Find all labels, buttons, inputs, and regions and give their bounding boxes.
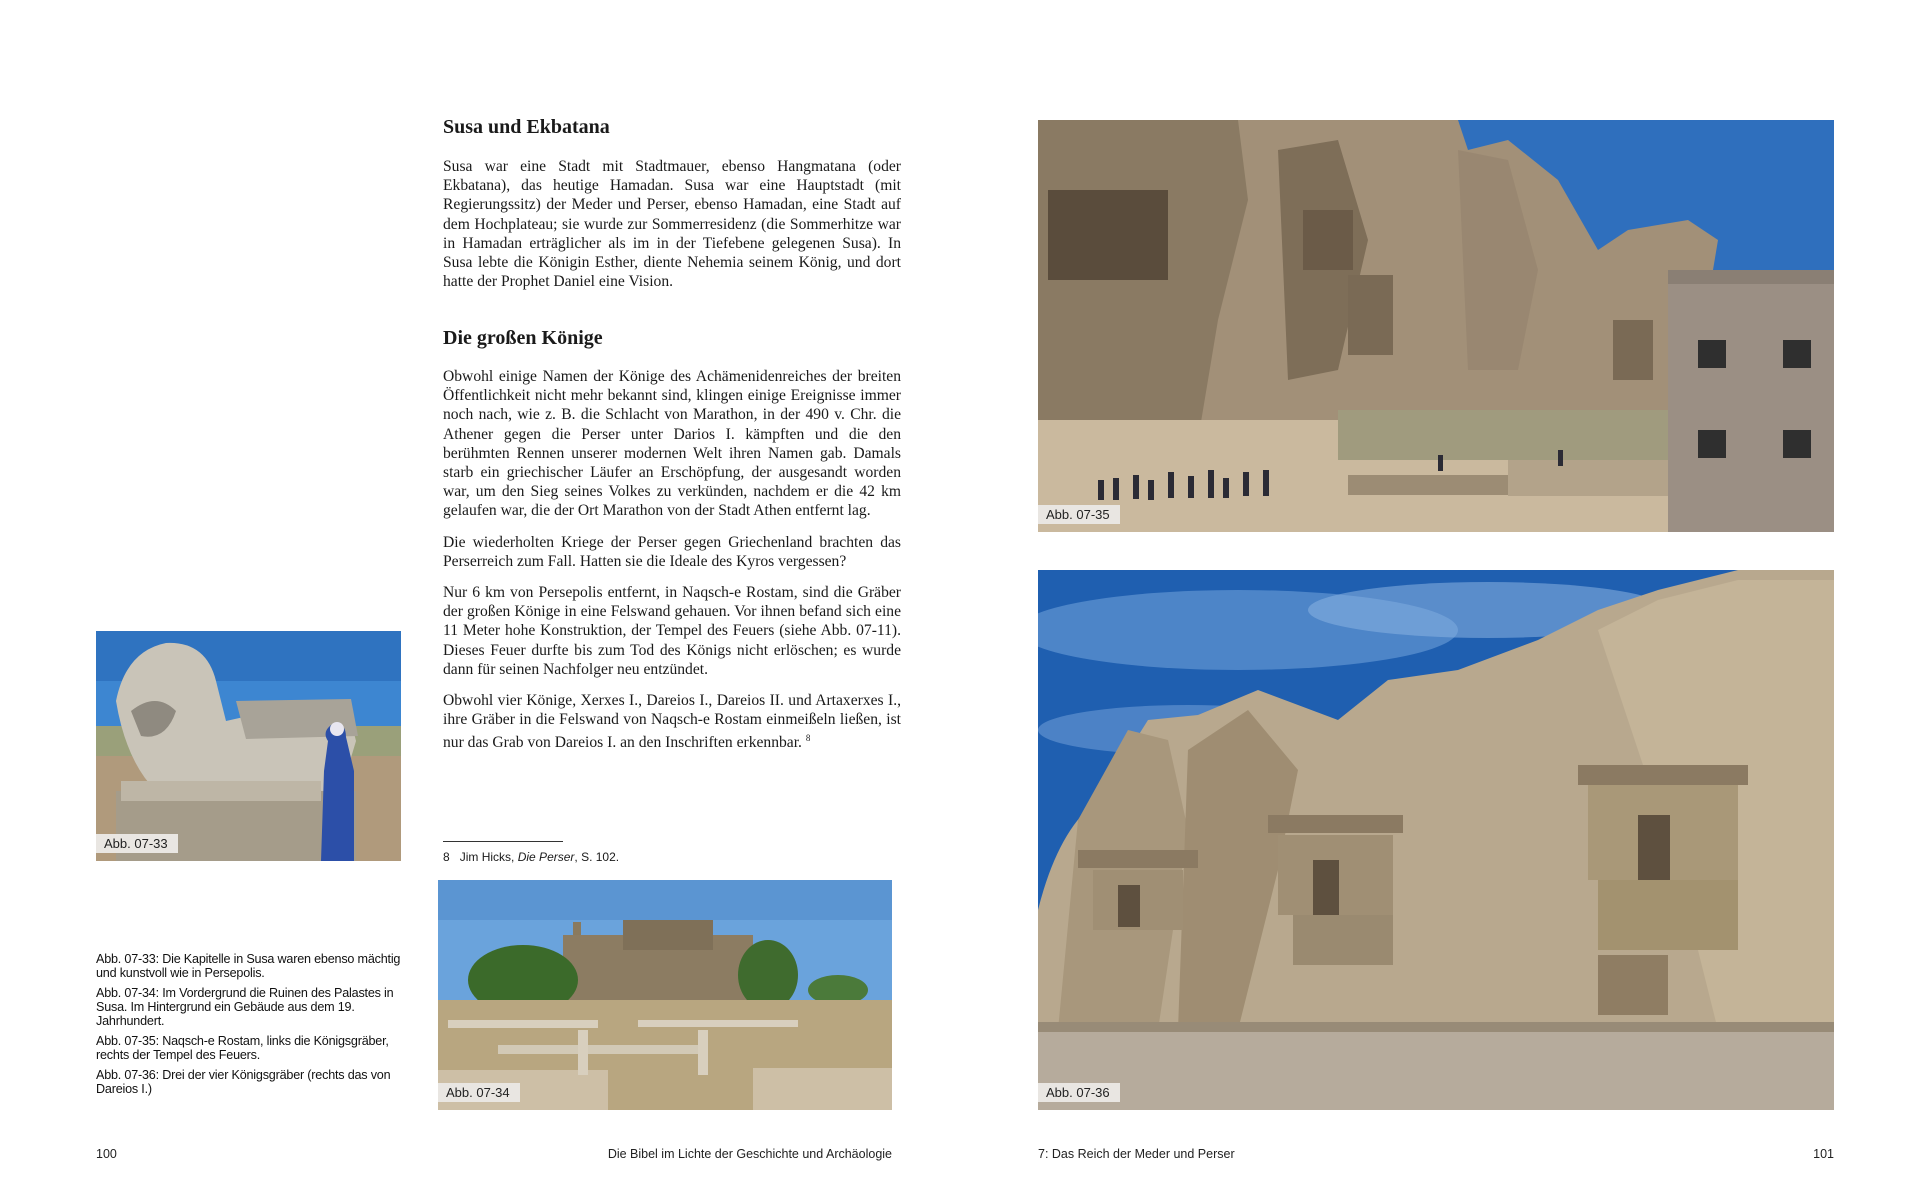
section-heading-kings: Die großen Könige	[443, 327, 603, 349]
figure-label: Abb. 07-36	[1038, 1083, 1120, 1102]
paragraph: Nur 6 km von Persepolis entfernt, in Naqsch-e Rostam, sind die Gräber der großen Könige in eine Felswand gehauen. Vor ihnen befand sich eine 11 Meter hohe Konstruktion, der Tempel des Feuers (siehe Abb. 07-11). Dieses Feuer durfte bis zum Tod des Königs nicht erlöschen; es wurde dann für seinen Nachfolger neu entzündet.	[443, 584, 901, 678]
figure-abb-07-33	[96, 631, 401, 861]
section-susa-text	[443, 157, 901, 303]
book-title-footer: Die Bibel im Lichte der Geschichte und Archäologie	[607, 1147, 892, 1161]
footnote-rule	[443, 841, 563, 842]
caption: Abb. 07-35: Naqsch-e Rostam, links die Königsgräber, rechts der Tempel des Feuers.	[96, 1034, 389, 1062]
footnote-title: Die Perser	[517, 850, 575, 864]
figure-label: Abb. 07-34	[438, 1083, 520, 1102]
page-number-left: 100	[96, 1147, 117, 1161]
paragraph: Die wiederholten Kriege der Perser gegen Griechenland brachten das Perserreich zum Fall. Hatten sie die Ideale des Kyros vergessen?	[443, 533, 901, 570]
footnote	[443, 850, 619, 864]
caption: Abb. 07-33: Die Kapitelle in Susa waren ebenso mächtig und kunstvoll wie in Persepolis.	[96, 952, 401, 980]
figure-label: Abb. 07-33	[96, 834, 178, 853]
royal-tombs-photo	[1038, 570, 1834, 1110]
footnote-author: Jim Hicks,	[459, 850, 515, 864]
footnote-number: 8	[443, 850, 450, 864]
paragraph: Obwohl einige Namen der Könige des Achämenidenreiches der breiten Öffentlichkeit nicht mehr bekannt sind, klingen einige Ereignisse immer noch nach, wie z. B. die Schlacht von Marathon, in der 490 v. Chr. die Athener gegen die Perser unter Darios I. kämpften und die den berühmten Rennen unserer modernen Welt ihren Namen gab. Damals starb ein griechischer Läufer an Erschöpfung, der ausgesandt worden war, um den Sieg seines Volkes zu verkünden, nachdem er die 42 km gelaufen war, die der Ort Marathon von der Stadt Athen entfernt lag.	[443, 368, 901, 520]
paragraph	[443, 691, 901, 753]
paragraph-text: Obwohl vier Könige, Xerxes I., Dareios I., Dareios II. und Artaxerxes I., ihre Gräber in die Felswand von Naqsch-e Rostam einmeißeln ließen, ist nur das Grab von Dareios I. an den Inschriften erkennbar.	[443, 692, 901, 752]
caption: Abb. 07-34: Im Vordergrund die Ruinen des Palastes in Susa. Im Hintergrund ein Gebäude aus dem 19. Jahrhundert.	[96, 986, 394, 1028]
footnote-ref[interactable]: 8	[805, 733, 811, 744]
figure-abb-07-36	[1038, 570, 1834, 1110]
section-heading-susa: Susa und Ekbatana	[443, 116, 610, 138]
caption: Abb. 07-36: Drei der vier Königsgräber (rechts das von Dareios I.)	[96, 1068, 391, 1096]
figure-abb-07-35	[1038, 120, 1834, 532]
palace-ruins-photo	[438, 880, 892, 1110]
page-number-right: 101	[1813, 1147, 1834, 1161]
footnote-page: , S. 102.	[574, 850, 620, 864]
section-kings-text	[443, 367, 901, 765]
capital-photo	[96, 631, 401, 861]
naqsh-e-rostam-overview-photo	[1038, 120, 1834, 532]
figure-label: Abb. 07-35	[1038, 505, 1120, 524]
chapter-footer: 7: Das Reich der Meder und Perser	[1038, 1147, 1235, 1161]
figure-abb-07-34	[438, 880, 892, 1110]
paragraph: Susa war eine Stadt mit Stadtmauer, ebenso Hangmatana (oder Ekbatana), das heutige Hamadan. Susa war eine Hauptstadt (mit Regierungssitz) der Meder und Perser, ebenso Hamadan, eine Stadt auf dem Hochplateau; sie wurde zur Sommerresidenz (die Sommerhitze war in Hamadan erträglicher als im in der Tiefebene gelegenen Susa). In Susa lebte die Königin Esther, diente Nehemia seinem König, und dort hatte der Prophet Daniel eine Vision.	[443, 158, 901, 291]
figure-captions	[96, 952, 408, 1102]
